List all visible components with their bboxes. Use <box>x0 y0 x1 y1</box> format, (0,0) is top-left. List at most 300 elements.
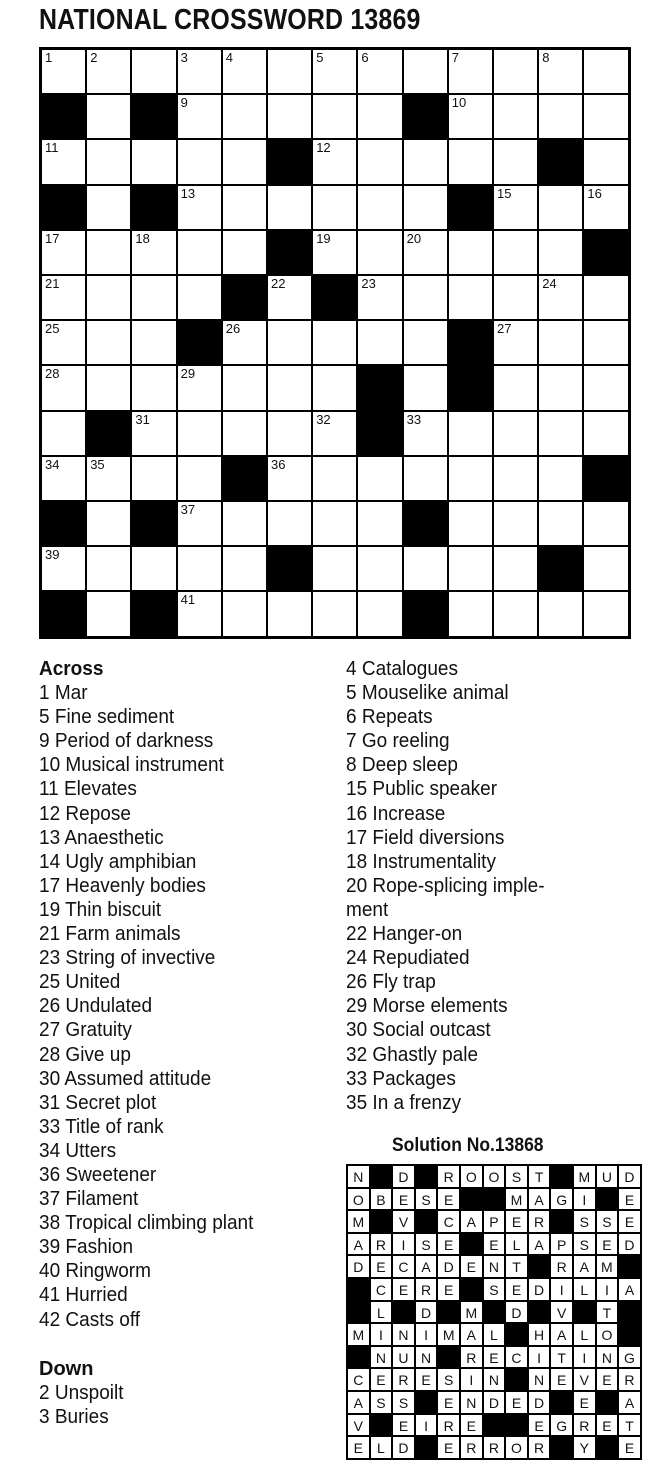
down-clue: 24 Repudiated <box>346 947 470 970</box>
grid-cell[interactable] <box>493 185 538 230</box>
down-clue: 8 Deep sleep <box>346 754 458 777</box>
grid-cell[interactable] <box>312 139 357 184</box>
solution-cell: R <box>528 1210 551 1233</box>
grid-cell[interactable] <box>538 94 583 139</box>
down-clue: 29 Morse elements <box>346 995 508 1018</box>
solution-black-square <box>370 1210 393 1233</box>
grid-cell[interactable] <box>538 320 583 365</box>
black-square <box>41 501 86 546</box>
grid-cell[interactable] <box>357 230 402 275</box>
black-square <box>86 411 131 456</box>
down-clue: 3 Buries <box>39 1406 109 1429</box>
solution-black-square <box>347 1346 370 1369</box>
solution-cell: R <box>550 1255 573 1278</box>
solution-cell: V <box>573 1368 596 1391</box>
grid-cell[interactable] <box>86 230 131 275</box>
down-clue: 30 Social outcast <box>346 1019 491 1042</box>
clue-number: 19 <box>316 230 331 246</box>
grid-cell[interactable] <box>312 365 357 410</box>
grid-cell[interactable] <box>448 230 493 275</box>
grid-cell[interactable] <box>222 546 267 591</box>
solution-cell: E <box>392 1188 415 1211</box>
grid-cell[interactable] <box>493 501 538 546</box>
grid-cell[interactable] <box>267 591 312 636</box>
down-clue: 32 Ghastly pale <box>346 1043 479 1066</box>
solution-cell: E <box>437 1188 460 1211</box>
grid-cell[interactable] <box>312 185 357 230</box>
solution-cell: A <box>347 1233 370 1256</box>
grid-cell[interactable] <box>403 230 448 275</box>
grid-cell[interactable] <box>177 185 222 230</box>
grid-cell[interactable] <box>403 365 448 410</box>
grid-cell[interactable] <box>41 546 86 591</box>
grid-cell[interactable] <box>538 456 583 501</box>
across-clue: 34 Utters <box>39 1139 117 1162</box>
across-clues <box>39 657 265 1332</box>
solution-cell: S <box>573 1233 596 1256</box>
solution-cell: D <box>618 1233 641 1256</box>
clue-number: 2 <box>90 50 98 65</box>
grid-cell[interactable] <box>403 49 448 94</box>
black-square <box>267 546 312 591</box>
clue-number: 23 <box>361 276 376 291</box>
solution-cell: S <box>483 1278 506 1301</box>
grid-cell[interactable] <box>312 501 357 546</box>
solution-cell: A <box>415 1255 438 1278</box>
clue-number: 6 <box>361 50 369 65</box>
solution-cell: L <box>370 1436 393 1459</box>
solution-cell: S <box>505 1165 528 1188</box>
grid-cell[interactable] <box>177 94 222 139</box>
solution-cell: S <box>415 1233 438 1256</box>
solution-black-square <box>550 1436 573 1459</box>
grid-cell[interactable] <box>267 456 312 501</box>
grid-cell[interactable] <box>177 501 222 546</box>
grid-cell[interactable] <box>493 139 538 184</box>
solution-cell: C <box>370 1278 393 1301</box>
grid-cell[interactable] <box>312 320 357 365</box>
grid-cell[interactable] <box>403 185 448 230</box>
solution-cell: G <box>550 1188 573 1211</box>
clue-number: 25 <box>45 321 60 337</box>
grid-cell[interactable] <box>312 456 357 501</box>
grid-cell[interactable] <box>222 49 267 94</box>
grid-cell[interactable] <box>267 501 312 546</box>
solution-black-square <box>392 1301 415 1324</box>
black-square <box>403 94 448 139</box>
clue-number: 28 <box>45 366 60 382</box>
black-square <box>267 230 312 275</box>
black-square <box>41 591 86 636</box>
across-clue: 38 Tropical climbing plant <box>39 1212 254 1235</box>
grid-cell[interactable] <box>583 320 628 365</box>
grid-cell[interactable] <box>448 546 493 591</box>
clue-number: 16 <box>587 185 602 201</box>
solution-cell: T <box>596 1301 619 1324</box>
clue-number: 29 <box>180 366 196 382</box>
clue-number: 35 <box>90 456 105 472</box>
solution-cell: E <box>392 1414 415 1437</box>
solution-cell: C <box>347 1368 370 1391</box>
solution-cell: I <box>573 1346 596 1369</box>
grid-cell[interactable] <box>41 320 86 365</box>
grid-cell[interactable] <box>86 139 131 184</box>
solution-black-square <box>460 1233 483 1256</box>
across-clue: 21 Farm animals <box>39 923 181 946</box>
grid-cell[interactable] <box>538 49 583 94</box>
solution-cell: A <box>618 1391 641 1414</box>
solution-cell: E <box>596 1368 619 1391</box>
solution-black-square <box>347 1278 370 1301</box>
down-clue: 18 Instrumentality <box>346 850 496 873</box>
solution-cell: E <box>370 1255 393 1278</box>
grid-cell[interactable] <box>267 94 312 139</box>
solution-grid <box>346 1164 642 1460</box>
grid-cell[interactable] <box>86 185 131 230</box>
grid-cell[interactable] <box>177 365 222 410</box>
grid-cell[interactable] <box>357 501 402 546</box>
solution-cell: S <box>370 1391 393 1414</box>
grid-cell[interactable] <box>403 411 448 456</box>
solution-cell: E <box>528 1414 551 1437</box>
solution-cell: E <box>618 1436 641 1459</box>
grid-cell[interactable] <box>357 275 402 320</box>
grid-cell[interactable] <box>448 275 493 320</box>
solution-cell: N <box>483 1255 506 1278</box>
down-heading: Down <box>39 1358 94 1380</box>
clue-number: 39 <box>45 547 60 563</box>
grid-cell[interactable] <box>177 411 222 456</box>
solution-black-square <box>437 1346 460 1369</box>
grid-cell[interactable] <box>222 591 267 636</box>
grid-cell[interactable] <box>177 230 222 275</box>
clue-number: 31 <box>135 411 150 427</box>
grid-cell[interactable] <box>131 320 176 365</box>
grid-cell[interactable] <box>86 49 131 94</box>
grid-cell[interactable] <box>131 49 176 94</box>
solution-cell: O <box>505 1436 528 1459</box>
solution-cell: D <box>415 1301 438 1324</box>
grid-cell[interactable] <box>267 320 312 365</box>
down-clue: 20 Rope-splicing imple- <box>346 874 545 897</box>
grid-cell[interactable] <box>448 49 493 94</box>
solution-cell: O <box>347 1188 370 1211</box>
grid-cell[interactable] <box>583 49 628 94</box>
grid-cell[interactable] <box>538 275 583 320</box>
grid-cell[interactable] <box>583 591 628 636</box>
grid-cell[interactable] <box>86 546 131 591</box>
solution-cell: I <box>460 1368 483 1391</box>
solution-cell: E <box>573 1391 596 1414</box>
grid-cell[interactable] <box>222 365 267 410</box>
grid-cell[interactable] <box>583 365 628 410</box>
clue-number: 21 <box>45 276 60 291</box>
grid-cell[interactable] <box>448 411 493 456</box>
solution-black-square <box>550 1391 573 1414</box>
grid-cell[interactable] <box>177 456 222 501</box>
grid-cell[interactable] <box>222 320 267 365</box>
grid-cell[interactable] <box>583 501 628 546</box>
clue-number: 34 <box>45 456 60 472</box>
solution-black-square <box>415 1436 438 1459</box>
solution-cell: O <box>596 1323 619 1346</box>
grid-cell[interactable] <box>312 411 357 456</box>
across-clue: 10 Musical instrument <box>39 754 224 777</box>
grid-cell[interactable] <box>583 546 628 591</box>
grid-cell[interactable] <box>493 365 538 410</box>
grid-cell[interactable] <box>222 230 267 275</box>
solution-black-square <box>460 1278 483 1301</box>
solution-cell: D <box>528 1278 551 1301</box>
grid-cell[interactable] <box>131 230 176 275</box>
solution-cell: R <box>573 1414 596 1437</box>
grid-cell[interactable] <box>583 139 628 184</box>
black-square <box>448 365 493 410</box>
grid-cell[interactable] <box>357 546 402 591</box>
grid-cell[interactable] <box>357 591 402 636</box>
solution-cell: B <box>370 1188 393 1211</box>
grid-cell[interactable] <box>267 49 312 94</box>
grid-cell[interactable] <box>267 411 312 456</box>
solution-title: Solution No.13868 <box>392 1135 544 1156</box>
solution-cell: A <box>550 1323 573 1346</box>
grid-cell[interactable] <box>177 591 222 636</box>
black-square <box>312 275 357 320</box>
solution-black-square <box>505 1368 528 1391</box>
clue-number: 27 <box>497 321 512 337</box>
grid-cell[interactable] <box>583 275 628 320</box>
clue-number: 4 <box>225 50 234 65</box>
grid-cell[interactable] <box>583 411 628 456</box>
down-clue: 26 Fly trap <box>346 971 436 994</box>
grid-cell[interactable] <box>131 139 176 184</box>
grid-cell[interactable] <box>41 275 86 320</box>
solution-cell: E <box>505 1210 528 1233</box>
black-square <box>131 94 176 139</box>
grid-cell[interactable] <box>493 49 538 94</box>
grid-cell[interactable] <box>222 94 267 139</box>
grid-cell[interactable] <box>493 591 538 636</box>
grid-cell[interactable] <box>403 320 448 365</box>
solution-cell: R <box>528 1436 551 1459</box>
solution-black-square <box>596 1188 619 1211</box>
solution-cell: R <box>437 1414 460 1437</box>
grid-cell[interactable] <box>403 139 448 184</box>
solution-cell: E <box>437 1233 460 1256</box>
grid-cell[interactable] <box>131 546 176 591</box>
grid-cell[interactable] <box>493 230 538 275</box>
grid-cell[interactable] <box>41 49 86 94</box>
grid-cell[interactable] <box>403 456 448 501</box>
grid-cell[interactable] <box>86 456 131 501</box>
grid-cell[interactable] <box>86 501 131 546</box>
solution-cell: U <box>596 1165 619 1188</box>
solution-black-square <box>370 1414 393 1437</box>
down-clue: 22 Hanger-on <box>346 923 463 946</box>
solution-cell: N <box>370 1346 393 1369</box>
solution-cell: N <box>392 1323 415 1346</box>
solution-black-square <box>528 1255 551 1278</box>
grid-cell[interactable] <box>312 230 357 275</box>
grid-cell[interactable] <box>357 185 402 230</box>
solution-cell: C <box>392 1255 415 1278</box>
solution-black-square <box>618 1255 641 1278</box>
solution-cell: E <box>618 1210 641 1233</box>
grid-cell[interactable] <box>448 94 493 139</box>
grid-cell[interactable] <box>357 94 402 139</box>
grid-cell[interactable] <box>583 185 628 230</box>
grid-cell[interactable] <box>267 185 312 230</box>
grid-cell[interactable] <box>493 94 538 139</box>
down-clue: 17 Field diversions <box>346 826 505 849</box>
solution-cell: I <box>573 1188 596 1211</box>
solution-cell: R <box>483 1436 506 1459</box>
grid-cell[interactable] <box>493 546 538 591</box>
solution-cell: I <box>596 1278 619 1301</box>
solution-cell: P <box>483 1210 506 1233</box>
grid-cell[interactable] <box>448 591 493 636</box>
down-clue: 5 Mouselike animal <box>346 682 509 705</box>
across-clue: 30 Assumed attitude <box>39 1067 212 1090</box>
black-square <box>267 139 312 184</box>
grid-cell[interactable] <box>538 185 583 230</box>
grid-cell[interactable] <box>222 185 267 230</box>
solution-cell: A <box>528 1188 551 1211</box>
solution-cell: A <box>528 1233 551 1256</box>
solution-cell: E <box>505 1278 528 1301</box>
grid-cell[interactable] <box>222 139 267 184</box>
down-clue: 16 Increase <box>346 802 446 825</box>
grid-cell[interactable] <box>538 501 583 546</box>
grid-cell[interactable] <box>86 591 131 636</box>
black-square <box>583 230 628 275</box>
across-clue: 25 United <box>39 971 121 994</box>
solution-black-square <box>618 1301 641 1324</box>
grid-cell[interactable] <box>493 320 538 365</box>
grid-cell[interactable] <box>86 94 131 139</box>
across-clue: 27 Gratuity <box>39 1019 132 1042</box>
solution-cell: L <box>505 1233 528 1256</box>
grid-cell[interactable] <box>267 275 312 320</box>
grid-cell[interactable] <box>41 411 86 456</box>
grid-cell[interactable] <box>41 230 86 275</box>
clue-number: 7 <box>451 50 460 65</box>
down-clue: 6 Repeats <box>346 706 433 729</box>
across-clue: 26 Undulated <box>39 995 153 1018</box>
down-clue: 2 Unspoilt <box>39 1382 124 1404</box>
grid-cell[interactable] <box>177 49 222 94</box>
across-clue: 14 Ugly amphibian <box>39 850 197 873</box>
grid-cell[interactable] <box>131 275 176 320</box>
clue-number: 9 <box>180 95 188 111</box>
grid-cell[interactable] <box>538 591 583 636</box>
grid-cell[interactable] <box>41 139 86 184</box>
solution-cell: D <box>618 1165 641 1188</box>
solution-black-square <box>596 1391 619 1414</box>
grid-cell[interactable] <box>312 94 357 139</box>
grid-cell[interactable] <box>177 546 222 591</box>
grid-cell[interactable] <box>357 139 402 184</box>
solution-cell: A <box>573 1255 596 1278</box>
clue-number: 10 <box>451 95 467 111</box>
clue-number: 32 <box>316 411 331 427</box>
grid-cell[interactable] <box>493 456 538 501</box>
grid-cell[interactable] <box>177 139 222 184</box>
grid-cell[interactable] <box>222 501 267 546</box>
solution-black-square <box>505 1414 528 1437</box>
grid-cell[interactable] <box>493 411 538 456</box>
grid-cell[interactable] <box>312 591 357 636</box>
solution-cell: M <box>347 1210 370 1233</box>
grid-cell[interactable] <box>177 275 222 320</box>
grid-cell[interactable] <box>538 365 583 410</box>
grid-cell[interactable] <box>448 139 493 184</box>
grid-cell[interactable] <box>357 456 402 501</box>
solution-black-square <box>415 1210 438 1233</box>
grid-cell[interactable] <box>448 501 493 546</box>
solution-cell: E <box>483 1233 506 1256</box>
grid-cell[interactable] <box>403 546 448 591</box>
grid-cell[interactable] <box>538 230 583 275</box>
grid-cell[interactable] <box>41 365 86 410</box>
grid-cell[interactable] <box>357 49 402 94</box>
across-clue: 9 Period of darkness <box>39 730 214 753</box>
down-clue: 35 In a frenzy <box>346 1091 462 1114</box>
across-heading: Across <box>39 658 104 680</box>
solution-cell: R <box>618 1368 641 1391</box>
solution-cell: C <box>505 1346 528 1369</box>
across-clue: 28 Give up <box>39 1043 131 1066</box>
down-clue: 15 Public speaker <box>346 778 498 801</box>
grid-cell[interactable] <box>41 456 86 501</box>
grid-cell[interactable] <box>583 94 628 139</box>
clue-number: 12 <box>316 140 331 156</box>
grid-cell[interactable] <box>86 275 131 320</box>
clue-number: 17 <box>45 230 60 246</box>
grid-cell[interactable] <box>312 49 357 94</box>
grid-cell[interactable] <box>86 365 131 410</box>
black-square <box>131 501 176 546</box>
solution-cell: D <box>437 1255 460 1278</box>
page-title: NATIONAL CROSSWORD 13869 <box>39 4 421 36</box>
black-square <box>538 139 583 184</box>
solution-black-square <box>483 1188 506 1211</box>
solution-cell: P <box>550 1233 573 1256</box>
grid-cell[interactable] <box>357 320 402 365</box>
grid-cell[interactable] <box>86 320 131 365</box>
grid-cell[interactable] <box>131 365 176 410</box>
grid-cell[interactable] <box>403 275 448 320</box>
solution-cell: N <box>528 1368 551 1391</box>
solution-black-square <box>460 1188 483 1211</box>
solution-cell: N <box>347 1165 370 1188</box>
grid-cell[interactable] <box>267 365 312 410</box>
clue-number: 33 <box>406 411 422 427</box>
across-clue: 41 Hurried <box>39 1284 128 1307</box>
solution-cell: E <box>505 1391 528 1414</box>
grid-cell[interactable] <box>538 411 583 456</box>
grid-cell[interactable] <box>448 456 493 501</box>
grid-cell[interactable] <box>222 411 267 456</box>
solution-black-square <box>528 1301 551 1324</box>
grid-cell[interactable] <box>312 546 357 591</box>
solution-cell: D <box>483 1391 506 1414</box>
solution-cell: V <box>347 1414 370 1437</box>
black-square <box>131 185 176 230</box>
grid-cell[interactable] <box>131 411 176 456</box>
grid-cell[interactable] <box>131 456 176 501</box>
grid-cell[interactable] <box>493 275 538 320</box>
